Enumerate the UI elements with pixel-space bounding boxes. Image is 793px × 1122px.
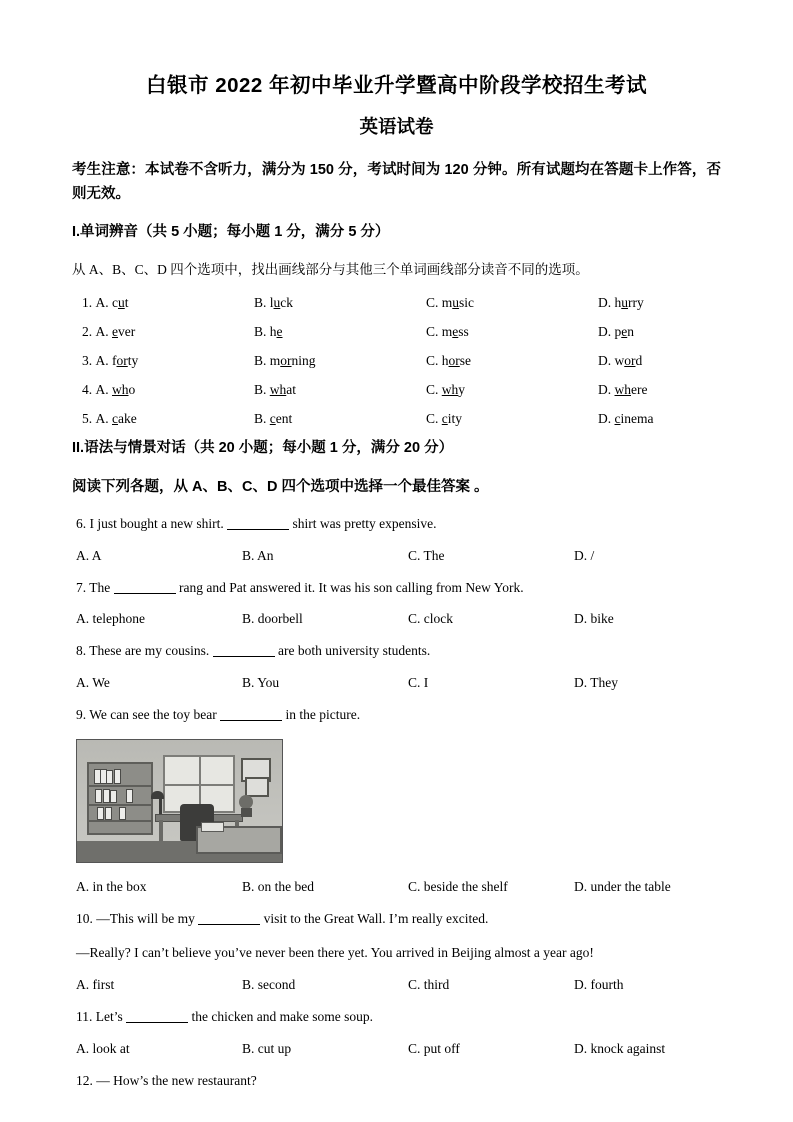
option-b: B. morning [254,353,316,369]
option-a: A. look at [76,1040,130,1056]
option-c: C. city [426,411,463,427]
option-b: B. what [254,382,297,398]
option-c: C. clock [408,611,453,627]
picture-frame [245,777,269,797]
question-stem: 11. Let’s the chicken and make some soup. [76,1008,373,1024]
option-a: 1. A. cut [82,295,129,311]
option-c: C. horse [426,353,472,369]
exam-notice: 考生注意：本试卷不含听力，满分为 150 分，考试时间为 120 分钟。所有试题均在答题卡上作答，否则无效。 [72,161,721,202]
option-d: D. knock against [574,1040,666,1056]
bedroom-illustration [76,739,283,863]
option-b: B. cent [254,411,293,427]
question-stem: 6. I just bought a new shirt. shirt was pretty expensive. [76,515,437,531]
question-row [72,324,721,340]
question-options [72,879,721,895]
option-a: 3. A. forty [82,353,139,369]
option-d: D. hurry [598,295,644,311]
answer-blank [198,924,260,925]
option-c: C. beside the shelf [408,879,508,895]
answer-blank [220,720,282,721]
shelf [87,762,153,834]
option-b: B. second [242,976,296,992]
option-b: B. doorbell [242,611,303,627]
question-options [72,1041,721,1057]
answer-blank [114,593,176,594]
question-stem: 10. —This will be my visit to the Great Wall. I’m really excited. [76,911,489,927]
question-stem: 8. These are my cousins. are both university students. [76,643,431,659]
option-d: D. fourth [574,976,624,992]
option-c: C. third [408,976,450,992]
question-options [72,611,721,627]
section-1-heading: I.单词辨音（共 5 小题；每小题 1 分，满分 5 分） [72,224,390,241]
option-b: B. An [242,547,274,563]
option-d: D. word [598,353,643,369]
question-row [72,382,721,398]
section-1-instruction: 从 A、B、C、D 四个选项中，找出画线部分与其他三个单词画线部分读音不同的选项。 [72,261,589,277]
lamp-stand [159,795,162,815]
option-d: D. They [574,675,618,691]
question-options [72,977,721,993]
answer-blank [213,656,275,657]
option-d: D. pen [598,324,634,340]
page-subtitle: 英语试卷 [359,115,434,137]
option-a: 5. A. cake [82,411,137,427]
option-a: 4. A. who [82,382,136,398]
question-options [72,675,721,691]
question-stem: 9. We can see the toy bear in the picture. [76,707,361,723]
desk-leg [159,820,163,841]
option-b: B. on the bed [242,879,314,895]
option-c: C. music [426,295,475,311]
flower-pot [241,808,252,817]
option-a: A. We [76,675,110,691]
question-figure [72,739,721,863]
section-2-heading: II.语法与情景对话（共 20 小题；每小题 1 分，满分 20 分） [72,440,454,457]
option-c: C. The [408,547,445,563]
option-d: D. bike [574,611,614,627]
option-b: B. cut up [242,1040,292,1056]
option-b: B. luck [254,295,294,311]
option-c: C. mess [426,324,469,340]
option-b: B. he [254,324,283,340]
option-a: A. in the box [76,879,147,895]
page-title: 白银市 2022 年初中毕业升学暨高中阶段学校招生考试 [146,74,647,97]
option-c: C. put off [408,1040,460,1056]
option-d: D. cinema [598,411,654,427]
option-d: D. where [598,382,648,398]
answer-blank [227,529,289,530]
option-b: B. You [242,675,280,691]
section-2-instruction: 阅读下列各题，从 A、B、C、D 四个选项中选择一个最佳答案 。 [72,478,489,495]
question-row [72,353,721,369]
option-d: D. / [574,547,595,563]
question-stem: 7. The rang and Pat answered it. It was his son calling from New York. [76,579,524,595]
option-a: A. A [76,547,102,563]
question-stem: 12. — How’s the new restaurant? [76,1072,257,1088]
option-c: C. I [408,675,429,691]
answer-blank [126,1022,188,1023]
option-a: A. first [76,976,115,992]
option-d: D. under the table [574,879,671,895]
question-row [72,411,721,427]
option-c: C. why [426,382,466,398]
bed [196,826,282,854]
question-options [72,548,721,564]
option-a: A. telephone [76,611,145,627]
question-stem-line-2: —Really? I can’t believe you’ve never been there yet. You arrived in Beijing almost a year ago! [76,945,594,961]
option-a: 2. A. ever [82,324,136,340]
question-row [72,295,721,311]
